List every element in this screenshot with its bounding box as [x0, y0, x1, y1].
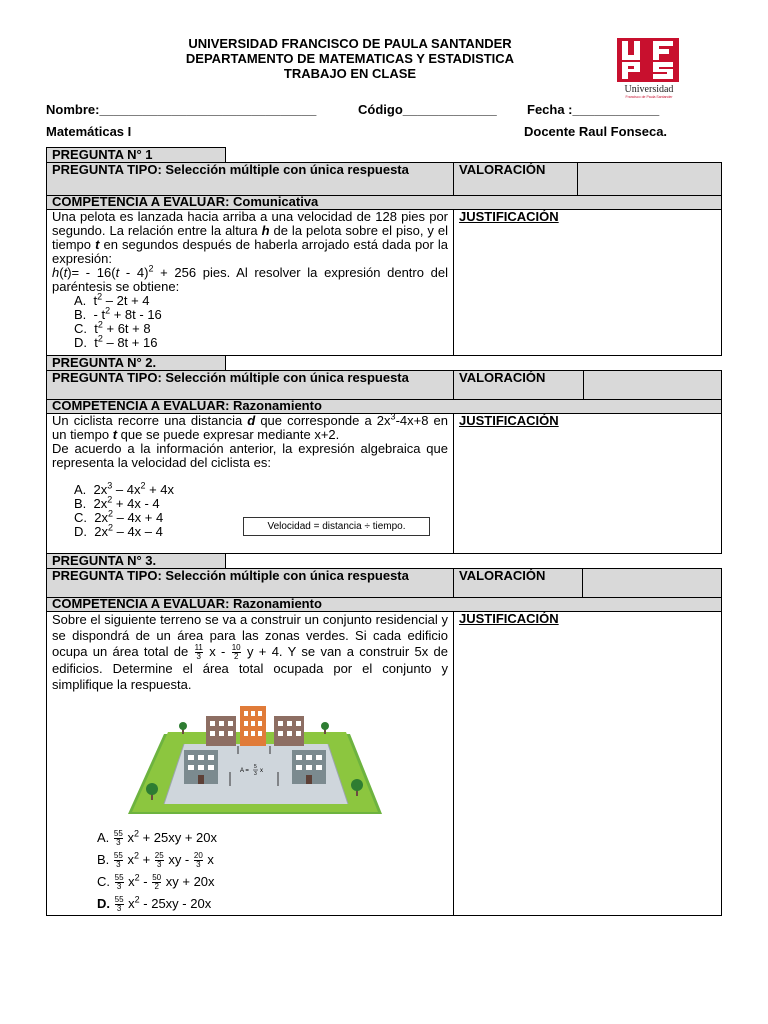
option-b[interactable]: B. $\frac{55}{3}$ $x^2$ + $\frac{25}{3}$ xy - $\frac{20}{3}$ x [97, 850, 214, 870]
question-3-statement: Sobre el siguiente terreno se va a construir un conjunto residencial y se dispondrá de un área para las zonas verdes. Si cada edificio ocupa un área total de $\frac{11}{3}$ x - $\frac{10}{2}$ y + 4. Y se van a construir 5x de edificios. Determine el área total ocupada por el conjunto y simplifique la respuesta. A. $\frac{55}{3}$ $x^2 + 25xy + 20x$ B. $\frac{55}{3}$ $x^2$ + $\frac{25}{3}$ xy - $\frac{20}{3}$ x C. $\frac{55}{3}$ $x^2$ - $\frac{50}{2}$ xy + 20x D. $\frac{55}{3}$ $x^2 - 25xy - 20x$ [47, 612, 454, 916]
question-2-justificacion[interactable]: JUSTIFICACIÓN [454, 414, 722, 554]
question-1-competencia: COMPETENCIA A EVALUAR: Comunicativa [47, 196, 722, 210]
question-3-competencia: COMPETENCIA A EVALUAR: Razonamiento [47, 598, 722, 612]
question-1-statement: Una pelota es lanzada hacia arriba a una velocidad de 128 pies por segundo. La relación entre la altura h de la pelota sobre el piso, y el tiempo t en segundos después de haberla arrojado está dada por la expresión: h(t)= - 16(t - 4)$^2$ + 256 pies. Al resolver la expresión dentro del paréntesis se obtiene: A. $t^2 - 2t + 4$ B. - $t^2 + 8t - 16$ C. $t^2 + 6t + 8$ D. $t^2 - 8t + 16$ [47, 210, 454, 356]
codigo-field[interactable]: Código_____________ [358, 102, 497, 117]
option-d[interactable]: D. $t^2 - 8t + 16$ [74, 333, 158, 350]
question-2-competencia: COMPETENCIA A EVALUAR: Razonamiento [47, 400, 722, 414]
velocity-hint-box: Velocidad = distancia ÷ tiempo. [243, 517, 430, 536]
question-3-justificacion[interactable]: JUSTIFICACIÓN [454, 612, 722, 916]
fraction: $\frac{10}{2}$ [231, 643, 241, 662]
area-label-num: 5 [254, 764, 257, 770]
question-3-valoracion-value[interactable] [583, 569, 722, 598]
option-b[interactable]: B. - $t^2 + 8t - 16$ [74, 305, 162, 322]
option-c[interactable]: C. $2x^2 - 4x + 4$ [74, 508, 164, 525]
option-b[interactable]: B. $2x^2 + 4x - 4$ [74, 494, 160, 511]
question-3-title: PREGUNTA N° 3. [46, 553, 226, 568]
option-d[interactable]: D. $2x^2 - 4x - 4$ [74, 522, 163, 539]
question-1-type: PREGUNTA TIPO: Selección múltiple con única respuesta [47, 163, 454, 196]
question-1-title: PREGUNTA N° 1 [46, 147, 226, 162]
teacher-name: Docente Raul Fonseca. [524, 124, 668, 139]
question-1-valoracion-label: VALORACIÓN [454, 163, 578, 196]
worksheet-title: TRABAJO EN CLASE [283, 66, 417, 81]
fraction: $\frac{11}{3}$ [194, 643, 203, 662]
option-c[interactable]: C. $t^2 + 6t + 8$ [74, 319, 151, 336]
department-title: DEPARTAMENTO DE MATEMATICAS Y ESTADISTICA [185, 51, 515, 66]
option-a[interactable]: A. $\frac{55}{3}$ $x^2 + 25xy + 20x$ [97, 828, 218, 848]
area-label: A = [240, 768, 249, 774]
area-label-var: x [260, 768, 263, 774]
university-title: UNIVERSIDAD FRANCISCO DE PAULA SANTANDER [188, 36, 512, 51]
question-2-type: PREGUNTA TIPO: Selección múltiple con única respuesta [47, 371, 454, 400]
question-2-valoracion-label: VALORACIÓN [454, 371, 584, 400]
fecha-field[interactable]: Fecha :____________ [527, 102, 660, 117]
option-c[interactable]: C. $\frac{55}{3}$ $x^2$ - $\frac{50}{2}$ xy + 20x [97, 872, 215, 892]
question-3-valoracion-label: VALORACIÓN [454, 569, 583, 598]
area-label-den: 3 [254, 771, 257, 777]
question-1-valoracion-value[interactable] [578, 163, 722, 196]
question-2-title: PREGUNTA N° 2. [46, 355, 226, 370]
residential-terrain-image [128, 702, 382, 820]
option-a[interactable]: A. $2x^3 - 4x^2 + 4x$ [74, 480, 175, 497]
question-2-statement: Un ciclista recorre una distancia d que corresponde a $2x^3-4x+8$ en un tiempo t que se puede expresar mediante x+2. De acuerdo a la información anterior, la expresión algebraica que representa la velocidad del ciclista es: A. $2x^3 - 4x^2 + 4x$ B. $2x^2 + 4x - 4$ C. $2x^2 - 4x + 4$ D. $2x^2 - 4x - 4$ [47, 414, 454, 554]
question-1-table [46, 162, 722, 356]
option-a[interactable]: A. $t^2 - 2t + 4$ [74, 291, 150, 308]
question-2-valoracion-value[interactable] [584, 371, 722, 400]
logo-text: Universidad [624, 84, 674, 95]
question-1-justificacion[interactable]: JUSTIFICACIÓN [454, 210, 722, 356]
course-name: Matemáticas I [46, 124, 132, 139]
option-d[interactable]: D. $\frac{55}{3}$ $x^2 - 25xy - 20x$ [97, 894, 212, 914]
nombre-field[interactable]: Nombre:______________________________ [46, 102, 317, 117]
question-3-type: PREGUNTA TIPO: Selección múltiple con única respuesta [47, 569, 454, 598]
logo-subtext: Francisco de Paula Santander [625, 95, 673, 99]
